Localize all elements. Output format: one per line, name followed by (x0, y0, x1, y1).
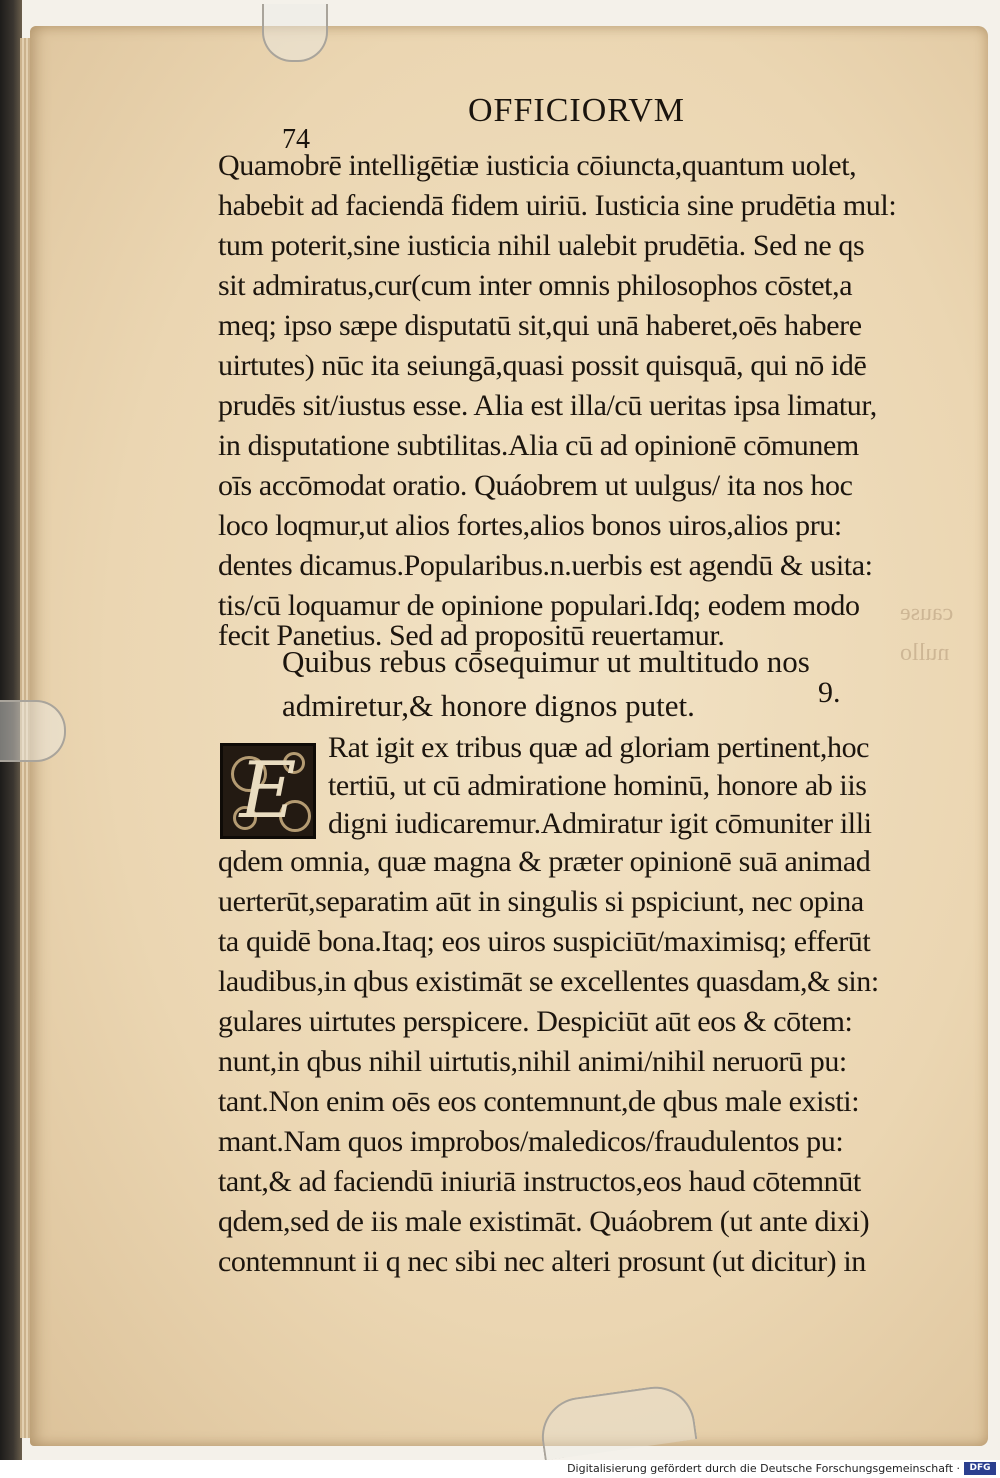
text-line: tertiū, ut cū admiratione hominū, honore ab iis (328, 769, 867, 802)
section-heading-line: Quibus rebus cōsequimur ut multitudo nos (282, 644, 810, 679)
text-line: ta quidē bona.Itaq; eos uiros suspiciūt/maximisq; efferūt (218, 925, 871, 958)
text-line: dentes dicamus.Popularibus.n.uerbis est agendū & usita: (218, 549, 873, 582)
text-line: tant.Non enim oēs eos contemnunt,de qbus male existi: (218, 1085, 860, 1118)
text-line: gulares uirtutes perspicere. Despiciūt aūt eos & cōtem: (218, 1005, 853, 1038)
text-line: tant,& ad faciendū iniuriā instructos,eos haud cōtemnūt (218, 1165, 861, 1198)
text-line: qdem omnia, quæ magna & præter opinionē suā animad (218, 845, 871, 878)
section-number: 9. (818, 676, 841, 709)
text-line: fecit Panetius. Sed ad propositū reuertamur. (218, 619, 725, 652)
running-title: OFFICIORVM (468, 92, 685, 129)
text-line: loco loqmur,ut alios fortes,alios bonos uiros,alios pru: (218, 509, 842, 542)
plastic-clip-top (262, 4, 328, 62)
decorated-initial (220, 743, 316, 839)
text-line: tum poterit,sine iusticia nihil ualebit prudētia. Sed ne qs (218, 229, 865, 262)
initial-letter: E (239, 746, 297, 836)
text-line: contemnunt ii q nec sibi nec alteri prosunt (ut dicitur) in (218, 1245, 866, 1278)
digitization-footer (0, 1460, 1000, 1478)
text-line: Rat igit ex tribus quæ ad gloriam pertinent,hoc (328, 731, 870, 764)
text-line: mant.Nam quos improbos/maledicos/fraudulentos pu: (218, 1125, 844, 1158)
section-heading-line: admiretur,& honore dignos putet. (282, 688, 695, 723)
text-line: in disputatione subtilitas.Alia cū ad opinionē cōmunem (218, 429, 859, 462)
text-line: laudibus,in qbus existimāt se excellentes quasdam,& sin: (218, 965, 879, 998)
dfg-logo: DFG (964, 1462, 996, 1475)
text-line: habebit ad faciendā fidem uiriū. Iusticia sine prudētia mul: (218, 189, 897, 222)
text-line: nunt,in qbus nihil uirtutis,nihil animi/nihil neruorū pu: (218, 1045, 847, 1078)
text-line: tis/cū loquamur de opinione populari.Idq; eodem modo (218, 589, 860, 622)
plastic-clip-left (0, 700, 66, 762)
bleed-through-text: cause (900, 600, 954, 626)
text-line: sit admiratus,cur(cum inter omnis philosophos cōstet,a (218, 269, 853, 302)
text-line: Quamobrē intelligētiæ iusticia cōiuncta,quantum uolet, (218, 149, 857, 182)
text-line: uerterūt,separatim aūt in singulis si pspiciunt, nec opina (218, 885, 864, 918)
bleed-through-text: nullo (900, 640, 950, 666)
text-line: meq; ipso sæpe disputatū sit,qui unā haberet,oēs habere (218, 309, 862, 342)
text-line: digni iudicaremur.Admiratur igit cōmuniter illi (328, 807, 872, 840)
text-line: oīs accōmodat oratio. Quáobrem ut uulgus/ ita nos hoc (218, 469, 853, 502)
text-line: prudēs sit/iustus esse. Alia est illa/cū ueritas ipsa limatur, (218, 389, 877, 422)
page-number: 74 (282, 124, 310, 155)
text-line: uirtutes) nūc ita seiungā,quasi possit quisquā, qui nō idē (218, 349, 867, 382)
funding-credit: Digitalisierung gefördert durch die Deutsche Forschungsgemeinschaft · (567, 1462, 960, 1475)
text-line: qdem,sed de iis male existimāt. Quáobrem (ut ante dixi) (218, 1205, 870, 1238)
